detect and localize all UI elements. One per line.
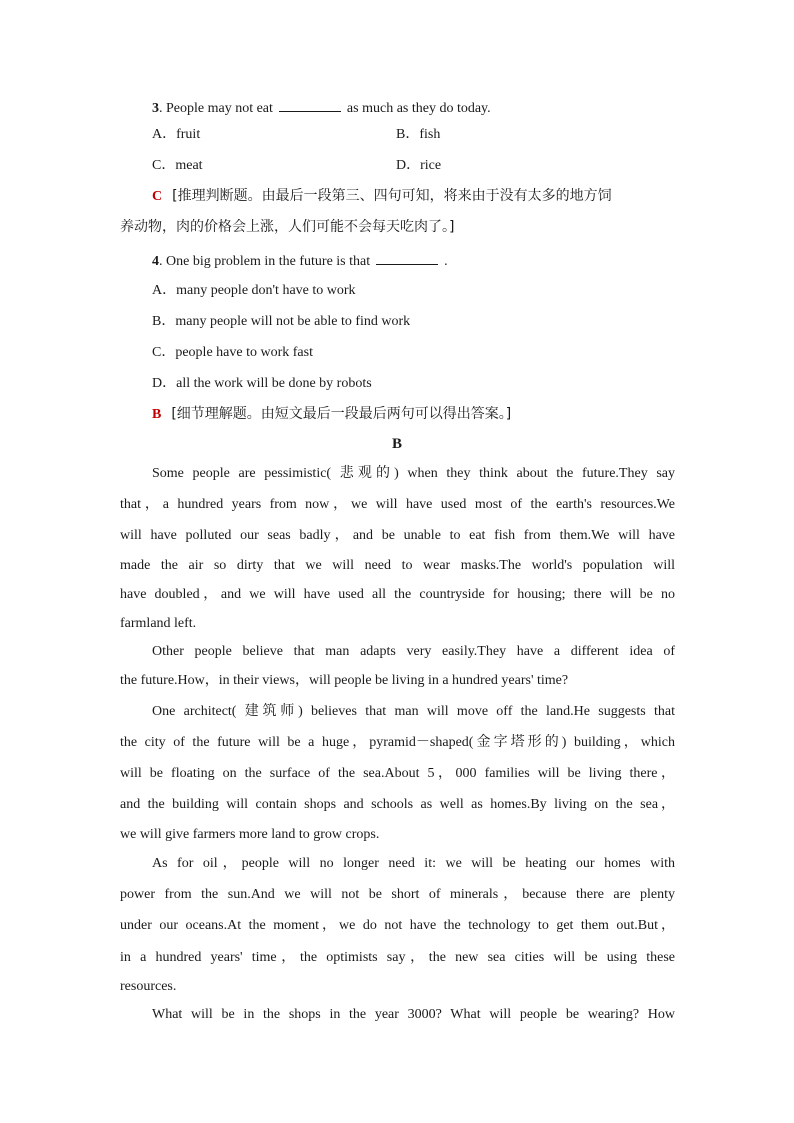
question-3-text-before: . People may not eat xyxy=(159,101,273,116)
option-a: A．fruit xyxy=(152,127,201,142)
passage-line: power from the sun.And we will not be short of minerals，because there are plenty xyxy=(120,887,675,902)
passage-line: the future.How，in their views，will people be living in a hundred years' time? xyxy=(120,673,569,688)
passage-line: we will give farmers more land to grow crops. xyxy=(120,827,380,842)
passage-line: under our oceans.At the moment，we do not have the technology to get them out.But， xyxy=(120,918,675,933)
answer-blank xyxy=(376,250,438,265)
answer-explanation-continued: 养动物，肉的价格会上涨，人们可能不会每天吃肉了。] xyxy=(120,219,455,235)
answer-explanation: [细节理解题。由短文最后一段最后两句可以得出答案。] xyxy=(171,406,512,422)
option-b: B．many people will not be able to find work xyxy=(152,314,411,329)
option-d: D．rice xyxy=(396,158,442,173)
passage-line: farmland left. xyxy=(120,616,197,631)
passage-line: made the air so dirty that we will need to wear masks.The world's population will xyxy=(120,558,675,573)
question-3-text-after: as much as they do today. xyxy=(346,101,491,116)
passage-line: What will be in the shops in the year 3000? What will people be wearing? How xyxy=(152,1007,675,1022)
passage-line: Other people believe that man adapts very easily.They have a different idea of xyxy=(152,644,675,659)
question-4-stem xyxy=(152,250,707,271)
option-c: C．meat xyxy=(152,158,203,173)
answer-letter: C xyxy=(152,189,163,204)
question-4-number: 4 xyxy=(152,254,159,269)
question-4-text-before: . One big problem in the future is that xyxy=(159,254,371,269)
option-a: A．many people don't have to work xyxy=(152,283,356,298)
question-4-answer xyxy=(152,405,707,424)
passage-line: will have polluted our seas badly，and be unable to eat fish from them.We will have xyxy=(120,528,675,543)
option-b: B．fish xyxy=(396,127,441,142)
passage-line: One architect( 建筑师) believes that man will move off the land.He suggests that xyxy=(152,704,675,719)
question-3-answer xyxy=(152,187,707,206)
passage-line: in a hundred years' time，the optimists say，the new sea cities will be using these xyxy=(120,950,675,965)
section-title: B xyxy=(391,436,402,452)
answer-letter: B xyxy=(152,407,162,422)
answer-blank xyxy=(279,97,341,112)
passage-line: and the building will contain shops and schools as well as homes.By living on the sea， xyxy=(120,797,675,812)
passage-line: the city of the future will be a huge，pyramid－shaped(金字塔形的) building，which xyxy=(120,735,675,750)
option-d: D．all the work will be done by robots xyxy=(152,376,372,391)
passage-line: Some people are pessimistic( 悲观的) when they think about the future.They say xyxy=(152,466,675,481)
passage-line: resources. xyxy=(120,979,177,994)
answer-explanation: [推理判断题。由最后一段第三、四句可知，将来由于没有太多的地方饲 xyxy=(172,188,612,204)
question-3-stem xyxy=(152,97,707,118)
passage-line: that，a hundred years from now，we will have used most of the earth's resources.We xyxy=(120,497,675,512)
question-4-text-after: . xyxy=(444,254,448,269)
option-c: C．people have to work fast xyxy=(152,345,313,360)
passage-line: will be floating on the surface of the sea.About 5，000 families will be living there， xyxy=(120,766,675,781)
question-3-number: 3 xyxy=(152,101,159,116)
passage-line: As for oil，people will no longer need it: we will be heating our homes with xyxy=(152,856,675,871)
passage-line: have doubled，and we will have used all the countryside for housing; there will be no xyxy=(120,587,675,602)
